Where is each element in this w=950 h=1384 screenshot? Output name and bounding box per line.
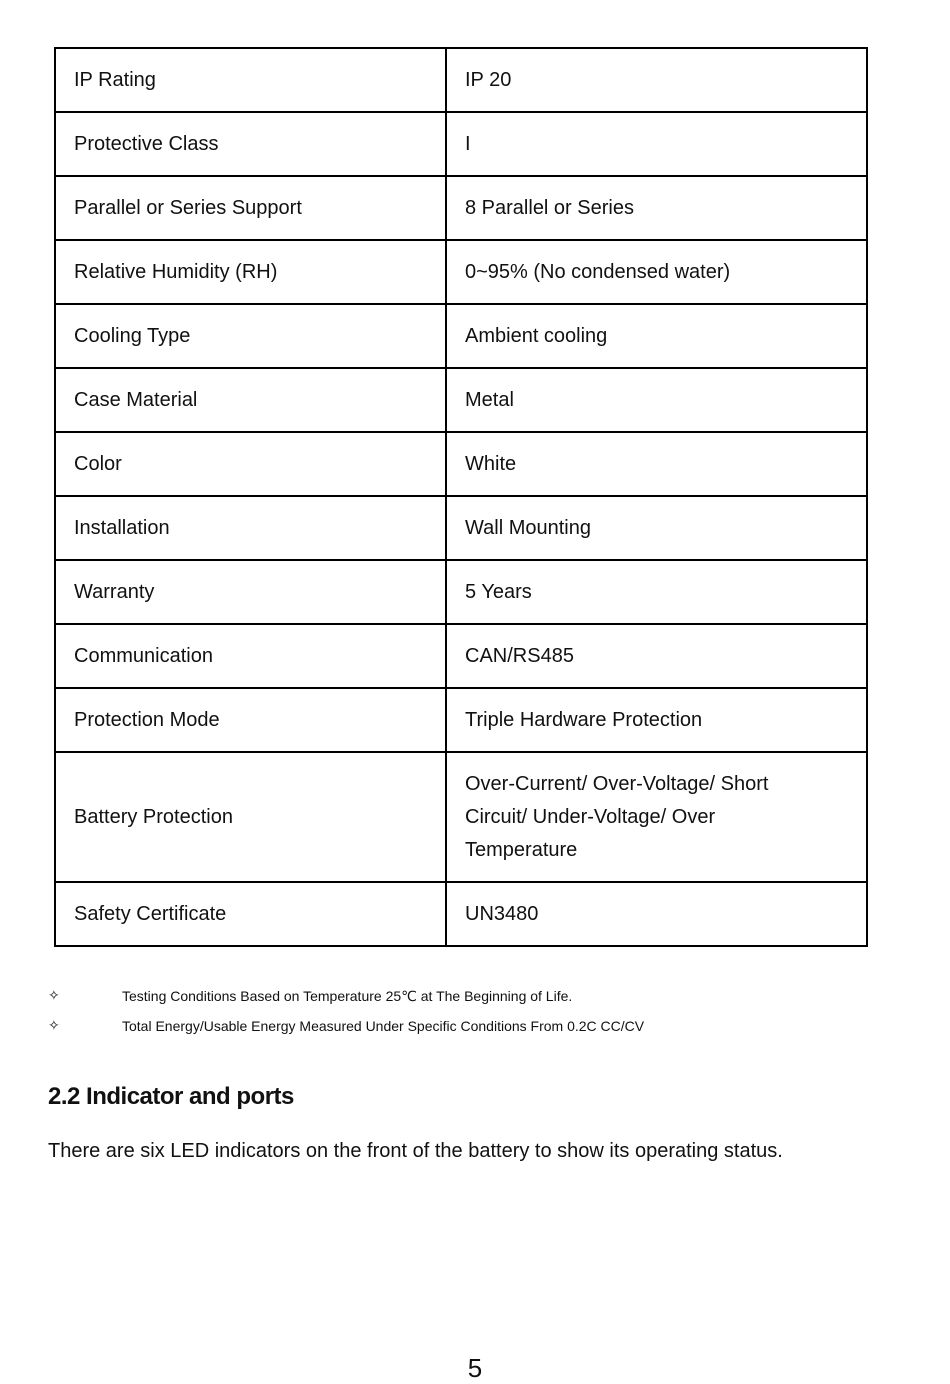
table-row: [55, 560, 867, 624]
section-heading: 2.2 Indicator and ports: [48, 1083, 294, 1110]
section-paragraph: There are six LED indicators on the front of the battery to show its operating status.: [48, 1140, 783, 1162]
spec-value: I: [446, 112, 867, 176]
spec-value-line: Over-Current/ Over-Voltage/ Short: [465, 772, 769, 795]
footnote-text: Testing Conditions Based on Temperature 25℃ at The Beginning of Life.: [122, 988, 573, 1004]
table-row: [55, 496, 867, 560]
table-row: [55, 112, 867, 176]
table-row: [55, 432, 867, 496]
spec-label: Safety Certificate: [55, 882, 446, 946]
spec-value-line: Circuit/ Under-Voltage/ Over: [465, 805, 716, 828]
table-row: [55, 882, 867, 946]
page-number: 5: [467, 1353, 483, 1383]
spec-value-line: Temperature: [465, 838, 578, 861]
spec-value: CAN/RS485: [446, 624, 867, 688]
spec-label: Protective Class: [55, 112, 446, 176]
spec-value: White: [446, 432, 867, 496]
footnote-item: [48, 1015, 908, 1045]
table-row: [55, 688, 867, 752]
table-row: [55, 624, 867, 688]
star-bullet-icon: ✧: [48, 988, 60, 1004]
table-row: [55, 48, 867, 112]
spec-value: Wall Mounting: [446, 496, 867, 560]
spec-value: 8 Parallel or Series: [446, 176, 867, 240]
footnotes: [48, 985, 908, 1045]
spec-value: IP 20: [446, 48, 867, 112]
spec-value: [446, 752, 867, 882]
spec-label: Battery Protection: [55, 752, 446, 882]
spec-label: IP Rating: [55, 48, 446, 112]
spec-label: Cooling Type: [55, 304, 446, 368]
spec-value: 5 Years: [446, 560, 867, 624]
spec-value: 0~95% (No condensed water): [446, 240, 867, 304]
table-row: [55, 368, 867, 432]
footnote-text: Total Energy/Usable Energy Measured Under Specific Conditions From 0.2C CC/CV: [122, 1018, 645, 1034]
spec-label: Warranty: [55, 560, 446, 624]
spec-label: Relative Humidity (RH): [55, 240, 446, 304]
star-bullet-icon: ✧: [48, 1018, 60, 1034]
spec-label: Protection Mode: [55, 688, 446, 752]
spec-value: Ambient cooling: [446, 304, 867, 368]
spec-label: Color: [55, 432, 446, 496]
specifications-table: [54, 47, 868, 947]
spec-label: Case Material: [55, 368, 446, 432]
footnote-item: [48, 985, 908, 1015]
table-row: [55, 752, 867, 882]
spec-label: Parallel or Series Support: [55, 176, 446, 240]
spec-label: Communication: [55, 624, 446, 688]
spec-value: UN3480: [446, 882, 867, 946]
spec-label: Installation: [55, 496, 446, 560]
table-row: [55, 176, 867, 240]
table-row: [55, 304, 867, 368]
table-row: [55, 240, 867, 304]
spec-value: Metal: [446, 368, 867, 432]
spec-value: Triple Hardware Protection: [446, 688, 867, 752]
